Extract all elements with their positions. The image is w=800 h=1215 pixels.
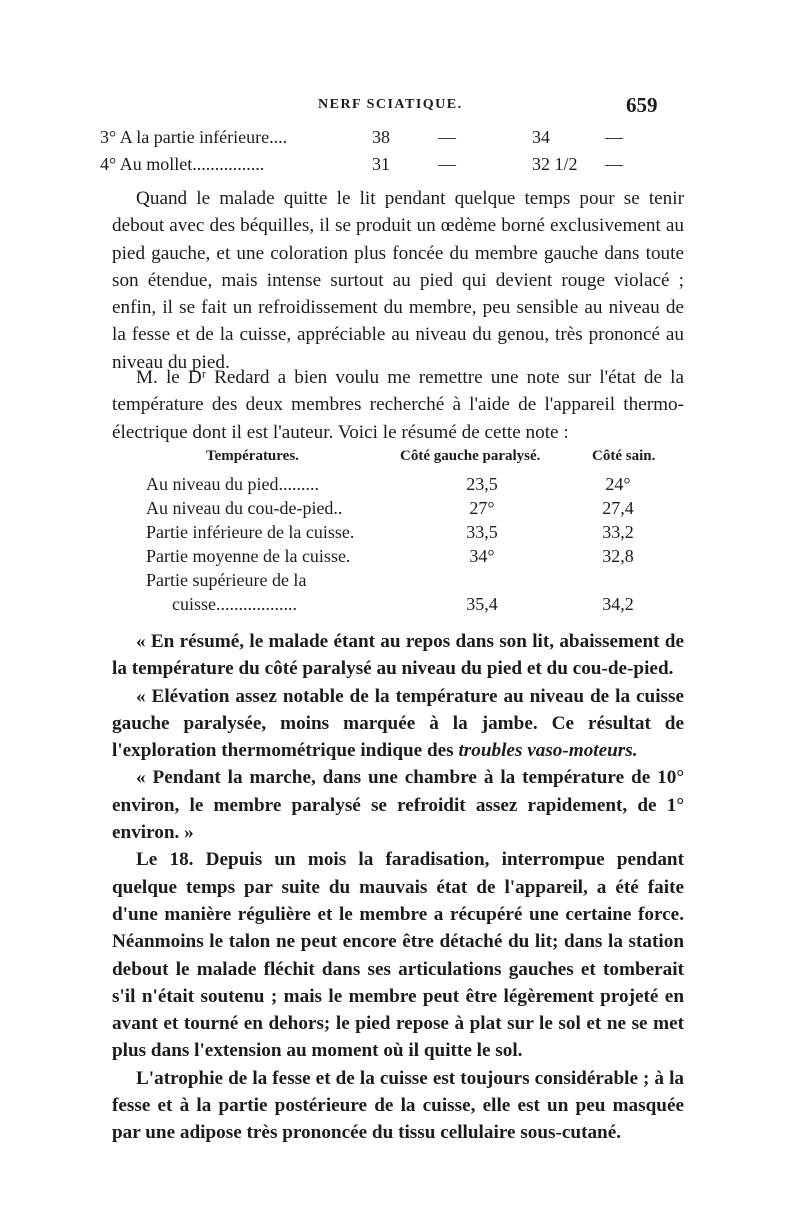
cell-label: Partie supérieure de la xyxy=(146,570,307,590)
column-header-temperatures: Températures. xyxy=(206,448,299,464)
row-dash: — xyxy=(438,127,456,147)
row-dash: — xyxy=(605,127,623,147)
row-label: 3° A la partie inférieure.... xyxy=(100,127,288,147)
cell-right: 27,4 xyxy=(602,498,634,518)
row-dash: — xyxy=(438,154,456,174)
quote-walking: « Pendant la marche, dans une chambre à la température de 10° environ, le membre paralysé se refroidit assez rapidement, de 1° environ. » xyxy=(112,767,684,844)
cell-right: 32,8 xyxy=(602,546,634,566)
row-value: 31 xyxy=(372,154,390,174)
list-item xyxy=(100,127,660,154)
quote-text: « Elévation assez notable de la température au niveau de la cuisse gauche paralysée, moins marquée à la jambe. Ce résultat de l'exploration thermométrique indique des xyxy=(112,685,684,762)
paragraph: M. le Dʳ Redard a bien voulu me remettre une note sur l'état de la température des deux membres recherché à l'aide de l'appareil thermo-électrique dont il est l'auteur. Voici le résumé de cette note : xyxy=(112,367,684,443)
paragraph: Quand le malade quitte le lit pendant quelque temps pour se tenir debout avec des béquilles, il se produit un œdème borné exclusivement au pied gauche, et une coloration plus foncée du membre gauche dans toute son étendue, mais intense surtout au pied qui devient rouge violacé ; enfin, il se fait un refroidissement du membre, peu sensible au niveau de la fesse et de la cuisse, appréciable au niveau du genou, très prononcé au niveau du pied. xyxy=(112,188,684,373)
table-row xyxy=(146,594,676,617)
cell-right: 34,2 xyxy=(602,594,634,614)
page-number: 659 xyxy=(626,93,658,117)
paragraph-summary xyxy=(112,628,684,1147)
cell-label: cuisse.................. xyxy=(172,594,297,614)
table-row xyxy=(146,498,676,521)
row-value: 32 1/2 xyxy=(532,154,578,174)
table-row xyxy=(146,474,676,497)
cell-left: 23,5 xyxy=(466,474,498,494)
page-header xyxy=(0,93,800,121)
table-header xyxy=(146,448,676,474)
paragraph-redard-note xyxy=(112,364,684,446)
cell-left: 35,4 xyxy=(466,594,498,614)
paragraph-day-18: Le 18. Depuis un mois la faradisation, interrompue pendant quelque temps par suite du mauvais état de l'appareil, a été faite d'une manière régulière et le membre a récupéré une certaine force. Néanmoins le talon ne peut encore être détaché du lit; dans la station debout le malade fléchit dans ses articulations gauches et tomberait s'il n'était soutenu ; mais le membre peut être légèrement projeté en avant et tourné en dehors; le pied repose à plat sur le sol et ne se met plus dans l'extension au moment où il quitte le sol. xyxy=(112,849,684,1062)
paragraph-atrophy: L'atrophie de la fesse et de la cuisse est toujours considérable ; à la fesse et à la partie postérieure de la cuisse, elle est un peu masquée par une adipose très prononcée du tissu cellulaire sous-cutané. xyxy=(112,1067,684,1144)
cell-label: Partie moyenne de la cuisse. xyxy=(146,546,351,566)
paragraph-symptoms xyxy=(112,185,684,376)
cell-left: 27° xyxy=(469,498,495,518)
quote-summary: « En résumé, le malade étant au repos dans son lit, abaissement de la température du côté paralysé au niveau du pied et du cou-de-pied. xyxy=(112,631,684,680)
italic-term: troubles vaso-moteurs. xyxy=(458,740,638,762)
cell-label: Partie inférieure de la cuisse. xyxy=(146,522,355,542)
top-temperature-list xyxy=(100,127,660,181)
cell-label: Au niveau du cou-de-pied.. xyxy=(146,498,343,518)
cell-right: 24° xyxy=(605,474,631,494)
cell-left: 33,5 xyxy=(466,522,498,542)
cell-right: 33,2 xyxy=(602,522,634,542)
row-value: 38 xyxy=(372,127,390,147)
running-head: NERF SCIATIQUE. xyxy=(318,97,463,112)
table-row xyxy=(146,546,676,569)
row-value: 34 xyxy=(532,127,550,147)
temperature-table xyxy=(146,448,676,618)
cell-left: 34° xyxy=(469,546,495,566)
list-item xyxy=(100,154,660,181)
column-header-left-side: Côté gauche paralysé. xyxy=(400,448,541,464)
cell-label: Au niveau du pied......... xyxy=(146,474,319,494)
quote-elevation xyxy=(112,683,684,765)
row-label: 4° Au mollet................ xyxy=(100,154,265,174)
table-row xyxy=(146,522,676,545)
column-header-healthy-side: Côté sain. xyxy=(592,448,656,464)
table-row xyxy=(146,570,676,593)
row-dash: — xyxy=(605,154,623,174)
